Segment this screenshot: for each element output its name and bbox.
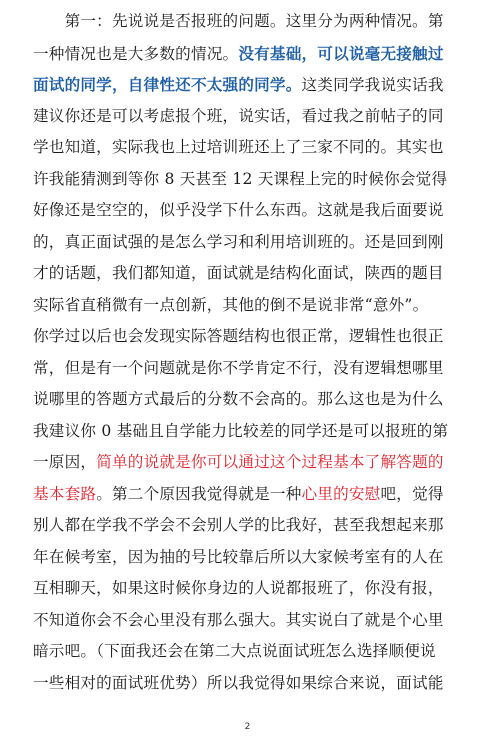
text-run: 一种情况也是大多数的情况。: [33, 44, 239, 63]
text-run: 第一：先说说是否报班的问题。这里分为两种情况。第: [33, 12, 444, 30]
text-run: 这类同学我说实话我: [301, 76, 444, 94]
text-run: 一些相对的面试班优势）所以我觉得如果综合来说，面试能: [33, 673, 444, 692]
text-run: 互相聊天，如果这时候你身边的人说都报班了，你没有报，: [33, 579, 444, 597]
text-line: [33, 384, 463, 416]
text-run: 常，但是有一个问题就是你不学肯定不行，没有逻辑想哪里: [33, 358, 444, 377]
text-line: [33, 101, 463, 133]
text-line: [33, 542, 463, 574]
text-run: 。第二个原因我觉得就是一种: [96, 484, 302, 503]
text-line: [33, 227, 463, 259]
text-run: 学也知道，实际我也上过培训班还上了三家不同的。其实也: [33, 138, 444, 156]
text-run: 年在候考室，因为抽的号比较靠后所以大家候考室有的人在: [33, 547, 444, 566]
text-run: 暗示吧。（下面我还会在第二大点说面试班怎么选择顺便说: [33, 642, 436, 660]
text-run: 建议你还是可以考虑报个班，说实话，看过我之前帖子的同: [33, 106, 444, 125]
text-line: [33, 605, 463, 637]
text-run: 好像还是空空的，似乎没学下什么东西。这就是我后面要说: [33, 201, 444, 219]
text-run: 我建议你 0 基础且自学能力比较差的同学还是可以报班的第: [33, 421, 449, 440]
text-line: [33, 321, 463, 353]
text-line: [33, 69, 463, 101]
text-line: [33, 479, 463, 511]
text-run: 不知道你会不会心里没有那么强大。其实说白了就是个心里: [33, 610, 444, 629]
highlight-red-run: 基本套路: [33, 484, 97, 503]
document-page: [33, 6, 463, 699]
text-line: [33, 164, 463, 196]
text-line: [33, 668, 463, 700]
text-line: [33, 258, 463, 290]
highlight-blue-run: 面试的同学，自律性还不太强的同学。: [33, 75, 302, 94]
text-run: 别人都在学我不学会不会别人学的比我好，甚至我想起来那: [33, 516, 444, 534]
text-run: 的，真正面试强的是怎么学习和利用培训班的。还是回到刚: [33, 232, 444, 251]
text-run: 说哪里的答题方式最后的分数不会高的。那么这也是为什么: [33, 390, 444, 408]
text-line: [33, 290, 463, 322]
highlight-red-run: 简单的说就是你可以通过这个过程基本了解答题的: [96, 453, 444, 471]
highlight-red-run: 心里的安慰: [301, 484, 381, 503]
text-line: [33, 636, 463, 668]
text-line: [33, 38, 463, 70]
text-run: 实际省直稍微有一点创新，其他的倒不是说非常“意外”。: [33, 295, 429, 314]
text-run: 许我能猜测到等你 8 天甚至 12 天课程上完的时候你会觉得: [33, 169, 448, 188]
text-line: [33, 573, 463, 605]
text-run: 你学过以后也会发现实际答题结构也很正常，逻辑性也很正: [33, 327, 444, 345]
text-line: [33, 510, 463, 542]
text-line: [33, 416, 463, 448]
text-line: [33, 353, 463, 385]
text-run: 吧，觉得: [380, 484, 444, 503]
text-line: [33, 6, 463, 38]
text-line: [33, 195, 463, 227]
page-number: 2: [244, 722, 251, 732]
text-line: [33, 447, 463, 479]
text-line: [33, 132, 463, 164]
text-run: 才的话题，我们都知道，面试就是结构化面试，陕西的题目: [33, 264, 444, 282]
text-run: 一原因，: [33, 453, 97, 471]
highlight-blue-run: 没有基础，可以说毫无接触过: [238, 43, 444, 63]
